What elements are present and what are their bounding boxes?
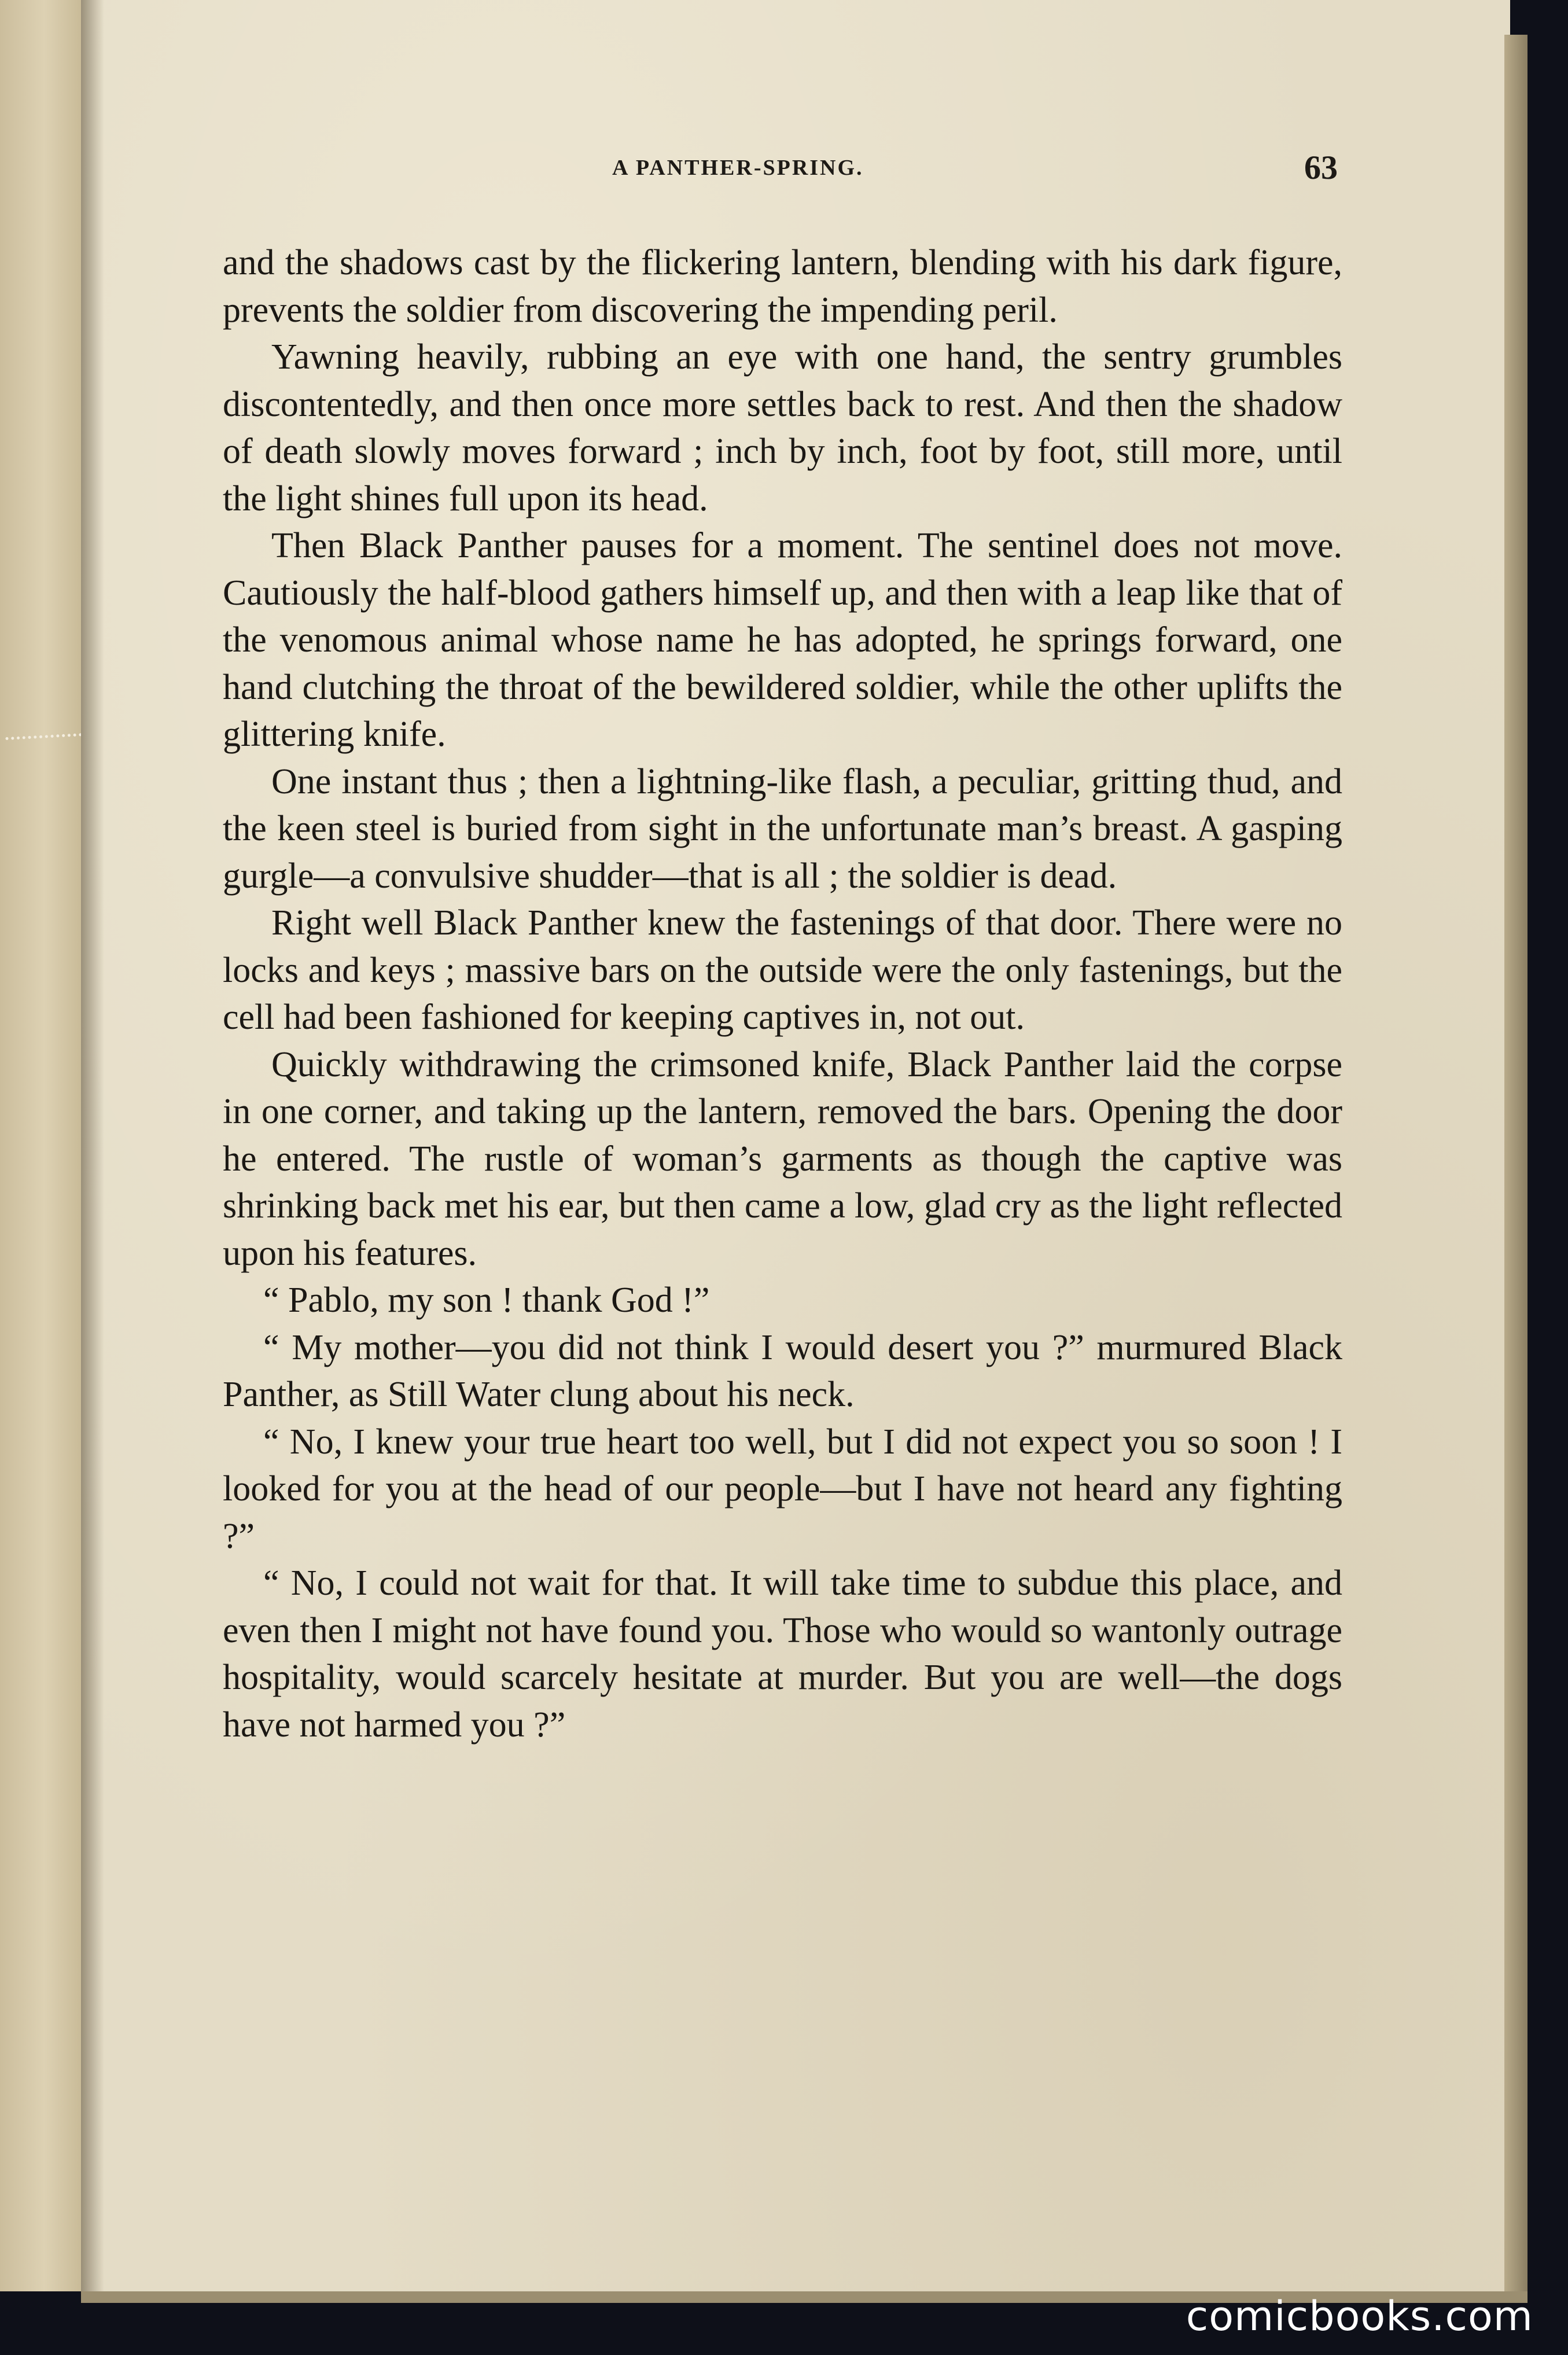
page-number: 63 <box>1304 149 1338 186</box>
paragraph: “ No, I knew your true heart too well, but I did not expect you so soon ! I looked for you at the head of our people—but I have not heard any fighting ?” <box>223 1422 1342 1556</box>
paragraph: Quickly withdrawing the crimsoned knife, Black Panther laid the corpse in one corner, and taking up the lantern, removed the bars. Opening the door he entered. The rustle of woman’s garments as though the captive was shrinking back met his ear, but then came a low, glad cry as the light reflected upon his features. <box>223 1044 1342 1273</box>
paragraph: “ My mother—you did not think I would desert you ?” murmured Black Panther, as Still Water clung about his neck. <box>223 1327 1342 1414</box>
paragraph: Right well Black Panther knew the fastenings of that door. There were no locks and keys ; massive bars on the outside were the only fastenings, but the cell had been fashioned for keeping captives in, not out. <box>223 903 1342 1037</box>
facing-page-edge <box>0 0 83 2291</box>
watermark: comicbooks.com <box>1186 2293 1533 2340</box>
paragraph: and the shadows cast by the flickering lantern, blending with his dark figure, prevents the soldier from discovering the impending peril. <box>223 243 1342 330</box>
paragraph: Yawning heavily, rubbing an eye with one hand, the sentry grumbles discontentedly, and then once more settles back to rest. And then the shadow of death slowly moves forward ; inch by inch, foot by foot, still more, until the light shines full upon its head. <box>223 337 1342 518</box>
paragraph: Then Black Panther pauses for a moment. The sentinel does not move. Cautiously the half-blood gathers himself up, and then with a leap like that of the venomous animal whose name he has adopted, he springs forward, one hand clutching the throat of the bewildered soldier, while the other uplifts the glittering knife. <box>223 526 1342 754</box>
running-head: A PANTHER-SPRING. <box>612 156 864 180</box>
body-text <box>223 240 1342 1749</box>
paragraph: “ Pablo, my son ! thank God !” <box>263 1280 710 1320</box>
paragraph: One instant thus ; then a lightning-like flash, a peculiar, gritting thud, and the keen steel is buried from sight in the unfortunate man’s breast. A gasping gurgle—a convulsive shudder—that is all ; the soldier is dead. <box>223 761 1342 896</box>
gutter-shadow <box>81 0 104 2291</box>
page-edge-right <box>1504 35 1527 2291</box>
paragraph: “ No, I could not wait for that. It will take time to subdue this place, and even then I might not have found you. Those who would so wantonly outrage hospitality, would scarcely hesitate at murder. But you are well—the dogs have not harmed you ?” <box>223 1563 1342 1745</box>
